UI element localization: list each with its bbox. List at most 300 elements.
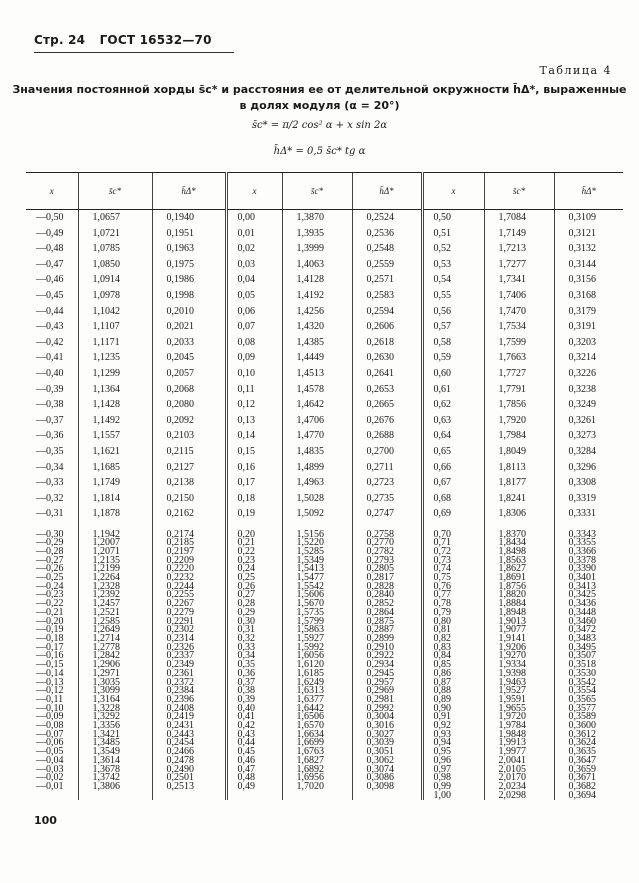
- table-row: [26, 319, 623, 335]
- table-cell: 1,9977: [484, 748, 554, 757]
- table-cell: 1,7920: [484, 413, 554, 429]
- table-cell: 0,2793: [352, 557, 422, 566]
- table-cell: —0,48: [36, 243, 64, 255]
- table-cell: 0,49: [226, 783, 282, 792]
- table-cell: —0,27: [36, 554, 64, 566]
- table-cell: 0,52: [422, 241, 484, 257]
- table-cell: —0,22: [36, 598, 64, 610]
- table-cell: 1,9141: [484, 635, 554, 644]
- table-cell: 0,3436: [554, 600, 623, 609]
- table-cell: 0,2758: [352, 531, 422, 540]
- table-row: [26, 475, 623, 491]
- table-cell: 1,5799: [282, 618, 352, 627]
- table-cell: 1,7856: [484, 397, 554, 413]
- table-cell: 0,2817: [352, 574, 422, 583]
- table-cell: 1,8177: [484, 475, 554, 491]
- table-cell: 0,2443: [152, 731, 226, 740]
- table-cell: 0,12: [226, 397, 282, 413]
- table-cell: —0,20: [36, 615, 64, 627]
- table-cell: 0,2688: [352, 428, 422, 444]
- table-cell: 0,2010: [152, 304, 226, 320]
- table-cell: 1,5413: [282, 565, 352, 574]
- table-cell: 0,34: [226, 652, 282, 661]
- table-cell: 0,16: [226, 460, 282, 476]
- table-cell: 0,87: [422, 679, 484, 688]
- table-cell: 1,8241: [484, 491, 554, 507]
- table-cell: 0,53: [422, 257, 484, 273]
- table-cell: 0,25: [226, 574, 282, 583]
- table-cell: 0,2372: [152, 679, 226, 688]
- table-cell: 0,2162: [152, 506, 226, 522]
- table-cell: 0,3296: [554, 460, 623, 476]
- table-cell: 0,3016: [352, 722, 422, 731]
- table-row: [26, 506, 623, 522]
- table-cell: 1,2521: [78, 609, 152, 618]
- table-cell: 0,3331: [554, 506, 623, 522]
- table-cell: 0,98: [422, 774, 484, 783]
- table-cell: 0,69: [422, 506, 484, 522]
- table-cell: 0,10: [226, 366, 282, 382]
- table-cell: 0,2021: [152, 319, 226, 335]
- table-cell: 0,79: [422, 609, 484, 618]
- table-cell: 0,3191: [554, 319, 623, 335]
- table-cell: —0,40: [36, 367, 64, 379]
- table-cell: 0,59: [422, 350, 484, 366]
- table-cell: —0,21: [36, 606, 64, 618]
- table-cell: 1,5285: [282, 548, 352, 557]
- table-cell: 0,45: [226, 748, 282, 757]
- table-cell: 0,3226: [554, 366, 623, 382]
- table-cell: 1,0785: [78, 241, 152, 257]
- table-cell: 1,4385: [282, 335, 352, 351]
- table-cell: 0,26: [226, 583, 282, 592]
- table-cell: 0,2033: [152, 335, 226, 351]
- table-cell: 0,3179: [554, 304, 623, 320]
- table-cell: 0,2466: [152, 748, 226, 757]
- table-cell: 1,4642: [282, 397, 352, 413]
- table-cell: —0,30: [36, 528, 64, 540]
- table-cell: 0,22: [226, 548, 282, 557]
- table-cell: 0,89: [422, 696, 484, 705]
- table-cell: 0,91: [422, 713, 484, 722]
- table-cell: 1,5028: [282, 491, 352, 507]
- table-cell: 0,2408: [152, 705, 226, 714]
- table-cell: 0,00: [226, 210, 282, 226]
- table-cell: 1,4899: [282, 460, 352, 476]
- table-cell: 0,3600: [554, 722, 623, 731]
- table-cell: 0,2665: [352, 397, 422, 413]
- table-cell: 0,70: [422, 531, 484, 540]
- table-cell: 0,82: [422, 635, 484, 644]
- values-table: [26, 172, 623, 800]
- table-cell: 1,7984: [484, 428, 554, 444]
- table-cell: [226, 792, 282, 801]
- table-cell: 0,2583: [352, 288, 422, 304]
- table-cell: 2,0105: [484, 766, 554, 775]
- table-cell: 1,8691: [484, 574, 554, 583]
- table-cell: 1,2071: [78, 548, 152, 557]
- table-cell: 1,3806: [78, 783, 152, 792]
- table-cell: 2,0041: [484, 757, 554, 766]
- table-cell: 0,2828: [352, 583, 422, 592]
- table-cell: 0,23: [226, 557, 282, 566]
- table-cell: 1,3099: [78, 687, 152, 696]
- table-cell: 1,6506: [282, 713, 352, 722]
- table-cell: 1,5477: [282, 574, 352, 583]
- table-cell: 0,3109: [554, 210, 623, 226]
- table-cell: 0,73: [422, 557, 484, 566]
- table-cell: —0,11: [36, 693, 64, 705]
- table-cell: 0,3249: [554, 397, 623, 413]
- table-cell: 1,3485: [78, 739, 152, 748]
- table-cell: 1,1492: [78, 413, 152, 429]
- col-header-sc: s̄c*: [484, 173, 554, 210]
- table-cell: 1,6377: [282, 696, 352, 705]
- table-cell: 0,2899: [352, 635, 422, 644]
- table-cell: [352, 792, 422, 801]
- table-cell: 1,5863: [282, 626, 352, 635]
- table-cell: 0,3308: [554, 475, 623, 491]
- table-cell: —0,41: [36, 352, 64, 364]
- table-cell: 0,1975: [152, 257, 226, 273]
- table-row: [26, 226, 623, 242]
- table-cell: 0,2524: [352, 210, 422, 226]
- table-cell: 0,48: [226, 774, 282, 783]
- table-cell: 0,47: [226, 766, 282, 775]
- table-cell: 0,2875: [352, 618, 422, 627]
- table-cell: 0,15: [226, 444, 282, 460]
- table-row: [26, 366, 623, 382]
- formula-chord: s̄c* = π/2 cos² α + x sin 2α: [251, 120, 388, 131]
- table-cell: 1,1814: [78, 491, 152, 507]
- table-cell: 0,3203: [554, 335, 623, 351]
- table-cell: 0,13: [226, 413, 282, 429]
- table-cell: 0,2887: [352, 626, 422, 635]
- table-cell: 0,3144: [554, 257, 623, 273]
- table-cell: 1,3678: [78, 766, 152, 775]
- standard-code: ГОСТ 16532—70: [99, 33, 212, 47]
- table-cell: —0,50: [36, 212, 64, 223]
- table-cell: 1,4513: [282, 366, 352, 382]
- table-cell: 0,61: [422, 382, 484, 398]
- table-cell: —0,26: [36, 563, 64, 575]
- table-cell: 0,17: [226, 475, 282, 491]
- table-cell: —0,33: [36, 477, 64, 489]
- table-cell: 0,2080: [152, 397, 226, 413]
- table-cell: 1,0657: [78, 210, 152, 226]
- table-cell: 0,2314: [152, 635, 226, 644]
- table-cell: 0,2735: [352, 491, 422, 507]
- table-cell: 0,3472: [554, 626, 623, 635]
- table-cell: —0,13: [36, 676, 64, 688]
- table-cell: 0,83: [422, 644, 484, 653]
- table-row: [26, 792, 623, 801]
- table-cell: 0,3378: [554, 557, 623, 566]
- table-cell: 0,3051: [352, 748, 422, 757]
- table-cell: 0,68: [422, 491, 484, 507]
- table-cell: 0,3284: [554, 444, 623, 460]
- table-cell: 0,2279: [152, 609, 226, 618]
- table-cell: 0,3483: [554, 635, 623, 644]
- table-cell: 0,3659: [554, 766, 623, 775]
- table-cell: 0,04: [226, 272, 282, 288]
- table-cell: 1,8306: [484, 506, 554, 522]
- table-cell: 1,9463: [484, 679, 554, 688]
- table-cell: 1,8113: [484, 460, 554, 476]
- table-cell: 0,1963: [152, 241, 226, 257]
- table-cell: 1,2135: [78, 557, 152, 566]
- table-cell: 1,5156: [282, 531, 352, 540]
- table-cell: 0,19: [226, 506, 282, 522]
- table-cell: 0,75: [422, 574, 484, 583]
- table-cell: 1,9077: [484, 626, 554, 635]
- table-cell: 1,4256: [282, 304, 352, 320]
- table-cell: 1,1749: [78, 475, 152, 491]
- table-cell: 1,6570: [282, 722, 352, 731]
- title-line-1: Значения постоянной хорды s̄c* и расстояния ее от делительной окружности h̄Δ*, выраженные: [12, 83, 627, 96]
- table-cell: —0,05: [36, 746, 64, 758]
- table-cell: 0,05: [226, 288, 282, 304]
- table-cell: 0,3039: [352, 739, 422, 748]
- table-cell: 0,3554: [554, 687, 623, 696]
- table-cell: 1,1557: [78, 428, 152, 444]
- table-cell: 1,9398: [484, 670, 554, 679]
- table-cell: 1,5606: [282, 591, 352, 600]
- table-cell: 0,2337: [152, 652, 226, 661]
- page-header: [34, 33, 212, 47]
- table-cell: 0,3425: [554, 591, 623, 600]
- table-cell: 0,3401: [554, 574, 623, 583]
- table-cell: 0,2103: [152, 428, 226, 444]
- table-cell: 0,3355: [554, 539, 623, 548]
- table-cell: —0,01: [36, 780, 64, 792]
- table-cell: 0,3027: [352, 731, 422, 740]
- table-cell: 1,9013: [484, 618, 554, 627]
- table-cell: 0,2536: [352, 226, 422, 242]
- col-header-x: x: [226, 173, 282, 210]
- table-cell: 0,2174: [152, 531, 226, 540]
- table-cell: 1,4128: [282, 272, 352, 288]
- table-cell: 1,4835: [282, 444, 352, 460]
- table-cell: 1,8498: [484, 548, 554, 557]
- table-cell: 1,4578: [282, 382, 352, 398]
- table-row: [26, 272, 623, 288]
- table-cell: 1,6699: [282, 739, 352, 748]
- table-body-upper: [26, 210, 623, 522]
- table-cell: 0,3074: [352, 766, 422, 775]
- formula-height: h̄Δ* = 0,5 s̄c* tg α: [273, 146, 366, 157]
- table-cell: 0,2782: [352, 548, 422, 557]
- table-cell: 1,6249: [282, 679, 352, 688]
- table-cell: 1,5670: [282, 600, 352, 609]
- table-cell: 0,2045: [152, 350, 226, 366]
- table-cell: 0,3530: [554, 670, 623, 679]
- table-cell: 0,2770: [352, 539, 422, 548]
- table-cell: 0,64: [422, 428, 484, 444]
- table-cell: 0,88: [422, 687, 484, 696]
- table-cell: —0,12: [36, 685, 64, 697]
- table-cell: 1,1107: [78, 319, 152, 335]
- table-cell: 1,1685: [78, 460, 152, 476]
- table-cell: 1,9784: [484, 722, 554, 731]
- table-cell: 0,2630: [352, 350, 422, 366]
- table-cell: 1,1171: [78, 335, 152, 351]
- table-cell: 1,5092: [282, 506, 352, 522]
- table-cell: 0,2092: [152, 413, 226, 429]
- table-cell: 1,0721: [78, 226, 152, 242]
- table-cell: 0,2255: [152, 591, 226, 600]
- table-cell: 1,3614: [78, 757, 152, 766]
- table-cell: 0,02: [226, 241, 282, 257]
- table-cell: 0,44: [226, 739, 282, 748]
- table-cell: —0,28: [36, 545, 64, 557]
- table-cell: 1,3035: [78, 679, 152, 688]
- table-cell: 1,3870: [282, 210, 352, 226]
- table-body-lower: [26, 522, 623, 800]
- table-cell: 0,40: [226, 705, 282, 714]
- table-cell: 0,27: [226, 591, 282, 600]
- table-cell: 1,8627: [484, 565, 554, 574]
- table-row: [26, 382, 623, 398]
- table-cell: 0,2197: [152, 548, 226, 557]
- table-cell: 0,57: [422, 319, 484, 335]
- table-cell: [78, 792, 152, 801]
- table-cell: 1,2778: [78, 644, 152, 653]
- table-row: [26, 428, 623, 444]
- table-cell: 1,3356: [78, 722, 152, 731]
- table-cell: 0,3261: [554, 413, 623, 429]
- table-cell: —0,36: [36, 430, 64, 442]
- table-cell: 1,9206: [484, 644, 554, 653]
- col-header-h: h̄Δ*: [352, 173, 422, 210]
- table-cell: 0,63: [422, 413, 484, 429]
- table-cell: 2,0170: [484, 774, 554, 783]
- table-cell: 0,06: [226, 304, 282, 320]
- table-cell: 0,01: [226, 226, 282, 242]
- col-header-sc: s̄c*: [282, 173, 352, 210]
- table-cell: 0,3004: [352, 713, 422, 722]
- table-cell: 0,77: [422, 591, 484, 600]
- table-cell: 0,31: [226, 626, 282, 635]
- table-cell: 1,6056: [282, 652, 352, 661]
- table-cell: 0,2653: [352, 382, 422, 398]
- table-cell: 0,3624: [554, 739, 623, 748]
- table-cell: —0,32: [36, 492, 64, 504]
- table-cell: 0,3448: [554, 609, 623, 618]
- table-row: [26, 257, 623, 273]
- table-row: [26, 460, 623, 476]
- table-cell: 1,9270: [484, 652, 554, 661]
- table-cell: 0,2969: [352, 687, 422, 696]
- table-cell: —0,25: [36, 572, 64, 584]
- table-cell: —0,23: [36, 589, 64, 601]
- table-cell: 0,1998: [152, 288, 226, 304]
- table-cell: 0,99: [422, 783, 484, 792]
- table-cell: 0,62: [422, 397, 484, 413]
- table-cell: 0,2840: [352, 591, 422, 600]
- table-cell: 1,1942: [78, 531, 152, 540]
- table-cell: 0,35: [226, 661, 282, 670]
- table-cell: 0,2302: [152, 626, 226, 635]
- table-cell: 1,4706: [282, 413, 352, 429]
- table-cell: 0,3413: [554, 583, 623, 592]
- table-cell: 1,7341: [484, 272, 554, 288]
- table-cell: 1,2714: [78, 635, 152, 644]
- table-row: [26, 335, 623, 351]
- table-cell: 1,0978: [78, 288, 152, 304]
- table-cell: 0,3086: [352, 774, 422, 783]
- table-cell: 0,07: [226, 319, 282, 335]
- table-cell: 0,2361: [152, 670, 226, 679]
- table-row: [26, 397, 623, 413]
- table-cell: 0,2618: [352, 335, 422, 351]
- table-cell: 0,66: [422, 460, 484, 476]
- table-cell: 0,85: [422, 661, 484, 670]
- table-cell: 0,76: [422, 583, 484, 592]
- table-cell: —0,10: [36, 702, 64, 714]
- table-cell: 0,2291: [152, 618, 226, 627]
- table-cell: 0,43: [226, 731, 282, 740]
- table-cell: 1,4192: [282, 288, 352, 304]
- table-cell: 0,2349: [152, 661, 226, 670]
- table-cell: 1,7663: [484, 350, 554, 366]
- table-cell: —0,06: [36, 737, 64, 749]
- table-cell: 1,4963: [282, 475, 352, 491]
- table-cell: 0,3319: [554, 491, 623, 507]
- table-cell: 0,3542: [554, 679, 623, 688]
- table-cell: 0,2454: [152, 739, 226, 748]
- table-cell: 0,2747: [352, 506, 422, 522]
- table-cell: 0,2057: [152, 366, 226, 382]
- table-cell: 0,3098: [352, 783, 422, 792]
- table-cell: 0,2232: [152, 574, 226, 583]
- table-cell: —0,42: [36, 336, 64, 348]
- table-cell: [26, 792, 78, 801]
- table-cell: 1,0850: [78, 257, 152, 273]
- table-cell: 1,1299: [78, 366, 152, 382]
- table-cell: 0,2934: [352, 661, 422, 670]
- table-cell: 1,3742: [78, 774, 152, 783]
- table-cell: 0,2723: [352, 475, 422, 491]
- table-cell: 0,78: [422, 600, 484, 609]
- table-cell: 0,3460: [554, 618, 623, 627]
- table-cell: 0,2594: [352, 304, 422, 320]
- table-cell: —0,07: [36, 728, 64, 740]
- table-cell: 0,3238: [554, 382, 623, 398]
- table-cell: 1,6442: [282, 705, 352, 714]
- table-row: [26, 413, 623, 429]
- table-cell: 1,5220: [282, 539, 352, 548]
- table-cell: —0,17: [36, 641, 64, 653]
- table-cell: —0,35: [36, 445, 64, 457]
- table-cell: 0,56: [422, 304, 484, 320]
- table-cell: —0,29: [36, 537, 64, 549]
- table-cell: 0,72: [422, 548, 484, 557]
- table-cell: 0,3565: [554, 696, 623, 705]
- table-cell: 0,54: [422, 272, 484, 288]
- table-cell: 1,4449: [282, 350, 352, 366]
- table-cell: 1,9848: [484, 731, 554, 740]
- table-cell: 1,6827: [282, 757, 352, 766]
- table-cell: 0,2571: [352, 272, 422, 288]
- table-cell: 0,46: [226, 757, 282, 766]
- col-header-sc: s̄c*: [78, 173, 152, 210]
- table-cell: 0,2981: [352, 696, 422, 705]
- table-cell: 1,0914: [78, 272, 152, 288]
- table-cell: 0,86: [422, 670, 484, 679]
- table-cell: 0,95: [422, 748, 484, 757]
- table-cell: 0,37: [226, 679, 282, 688]
